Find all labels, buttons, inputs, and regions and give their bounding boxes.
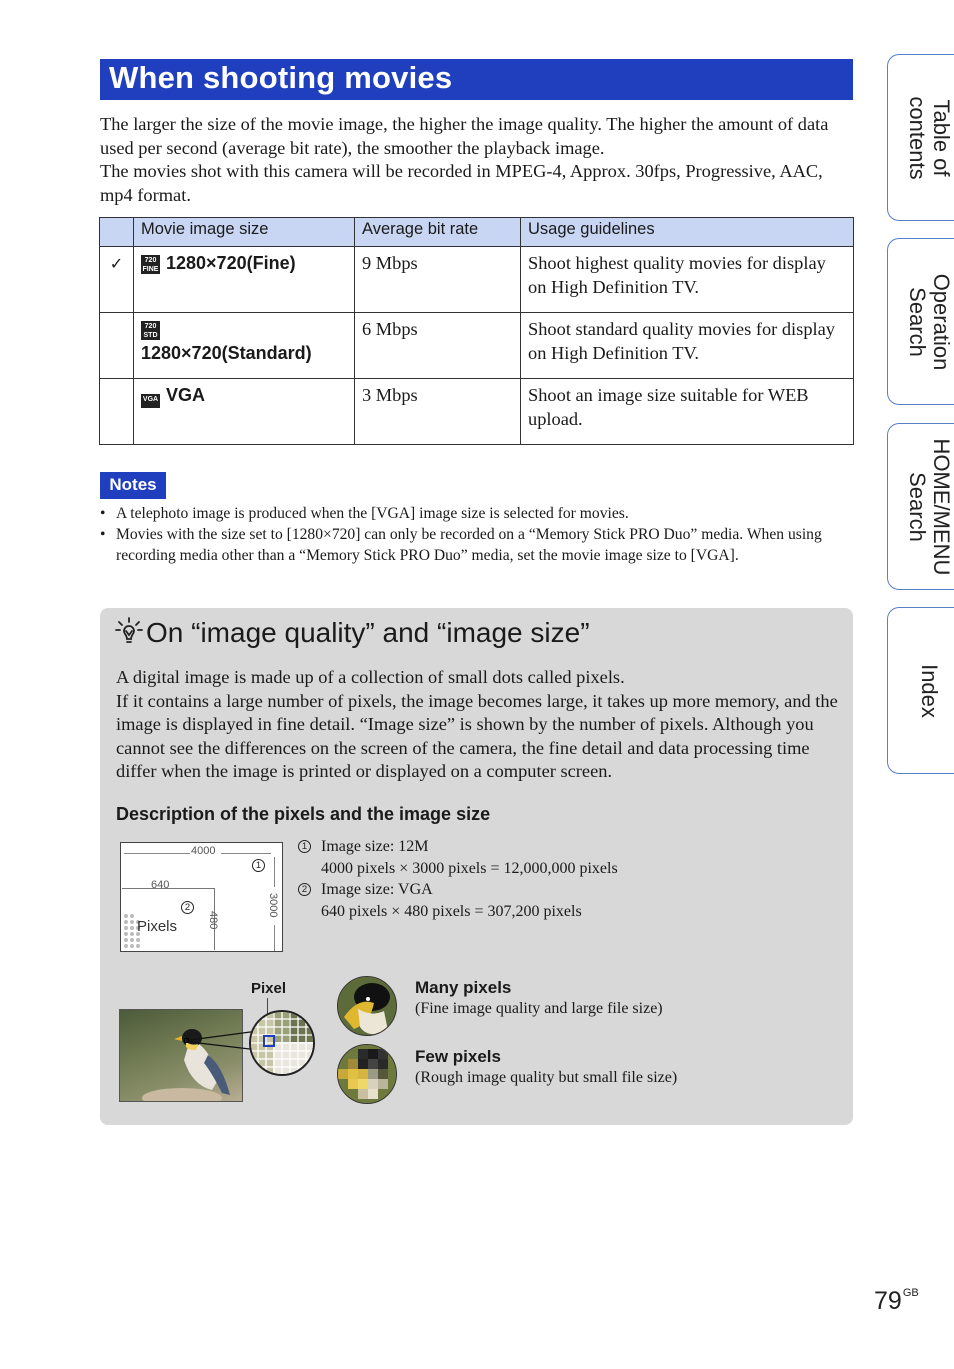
- dimension-line: [124, 853, 190, 854]
- size-item-title: Image size: 12M: [321, 838, 429, 855]
- intro-text: [100, 113, 860, 207]
- default-check-cell: [100, 247, 134, 313]
- table-row: [100, 247, 854, 313]
- tip-body: [116, 666, 846, 784]
- number-2-icon: 2: [298, 883, 311, 896]
- movie-size-table: [99, 217, 854, 445]
- usage-cell: Shoot an image size suitable for WEB upload.: [521, 379, 854, 445]
- default-check-cell: [100, 379, 134, 445]
- usage-cell: Shoot standard quality movies for display on High Definition TV.: [521, 313, 854, 379]
- height-large-label: 3000: [267, 893, 279, 918]
- section-header: [100, 59, 853, 100]
- width-small-label: 640: [151, 879, 170, 891]
- tip-paragraph-1: A digital image is made up of a collection of small dots called pixels.: [116, 667, 625, 687]
- tab-label: Index: [917, 663, 943, 718]
- size-item-detail: 640 pixels × 480 pixels = 307,200 pixels: [321, 902, 582, 920]
- tab-table-of-contents[interactable]: [887, 54, 954, 221]
- list-item: • A telephoto image is produced when the [VGA] image size is selected for movies.: [100, 503, 855, 524]
- tip-subheading: Description of the pixels and the image size: [116, 804, 491, 824]
- tab-home-menu-search[interactable]: [887, 423, 954, 590]
- few-pixels-title: Few pixels: [415, 1047, 501, 1066]
- pixel-marker: [184, 1038, 189, 1043]
- height-small-label: 480: [207, 911, 219, 930]
- table-row: [100, 313, 854, 379]
- tip-title: On “image quality” and “image size”: [146, 617, 590, 648]
- lightbulb-icon: [114, 616, 144, 646]
- table-header-rate: Average bit rate: [355, 218, 521, 247]
- table-header-usage: Usage guidelines: [521, 218, 854, 247]
- tip-paragraph-2: If it contains a large number of pixels, the image becomes large, it takes up more memory, and the image is displayed in fine detail. “Image size” is shown by the number of pixels. Although you cannot see the differences on the screen of the camera, the fine detail and data processing time differ when the image is printed or displayed on a computer screen.: [116, 690, 838, 781]
- tab-label: Table of contents: [905, 95, 954, 180]
- number-2-icon: 2: [181, 901, 194, 914]
- intro-paragraph-2: The movies shot with this camera will be recorded in MPEG-4, Approx. 30fps, Progressive, AAC, mp4 format.: [100, 161, 823, 205]
- few-pixels-image: [337, 1044, 397, 1104]
- dimension-line: [221, 853, 271, 854]
- 720-std-icon: 720 STD: [141, 321, 160, 340]
- size-label: 1280×720(Fine): [166, 253, 296, 273]
- few-pixels-subtitle: (Rough image quality but small file size): [415, 1069, 678, 1086]
- rate-cell: 6 Mbps: [355, 313, 521, 379]
- pixel-zoom-circle: [249, 1010, 315, 1076]
- width-large-label: 4000: [191, 845, 216, 857]
- list-item: • Movies with the size set to [1280×720] can only be recorded on a “Memory Stick PRO Duo” media. When using recording media other than a “Memory Stick PRO Duo” media, set the movie image size to [VGA].: [100, 524, 855, 566]
- size-cell: [134, 313, 355, 379]
- list-item: [297, 836, 618, 879]
- vga-icon: VGA: [141, 394, 160, 408]
- rate-cell: 3 Mbps: [355, 379, 521, 445]
- usage-cell: Shoot highest quality movies for display on High Definition TV.: [521, 247, 854, 313]
- many-pixels-title: Many pixels: [415, 978, 512, 997]
- pixel-grid: [251, 1012, 313, 1074]
- table-header-blank: [100, 218, 134, 247]
- pixel-label: Pixel: [251, 980, 287, 997]
- number-1-icon: 1: [298, 840, 311, 853]
- dimension-line: [274, 857, 275, 887]
- many-pixels-image: [337, 976, 397, 1036]
- number-1-icon: 1: [252, 859, 265, 872]
- dimension-line: [274, 925, 275, 951]
- size-label: 1280×720(Standard): [141, 342, 312, 363]
- tab-operation-search[interactable]: [887, 238, 954, 405]
- bird-illustration: [120, 1010, 243, 1102]
- size-cell: [134, 247, 355, 313]
- tip-box: [100, 608, 853, 1125]
- page-number: [874, 1287, 919, 1316]
- size-item-title: Image size: VGA: [321, 881, 433, 898]
- checkmark-icon: ✓: [109, 254, 124, 273]
- table-header-row: [100, 218, 854, 247]
- rate-cell: 9 Mbps: [355, 247, 521, 313]
- intro-paragraph-1: The larger the size of the movie image, the higher the image quality. The higher the amount of data used per second (average bit rate), the smoother the playback image.: [100, 114, 829, 158]
- section-title: When shooting movies: [109, 60, 453, 95]
- list-item: [297, 879, 618, 922]
- many-pixels-subtitle: (Fine image quality and large file size): [415, 1000, 663, 1017]
- tab-label: HOME/MENU Search: [905, 438, 954, 575]
- table-header-size: Movie image size: [134, 218, 355, 247]
- tab-index[interactable]: [887, 607, 954, 774]
- notes-list: [100, 503, 855, 566]
- tab-label: Operation Search: [905, 273, 954, 370]
- 720-fine-icon: 720 FINE: [142, 257, 159, 273]
- bird-photo: [119, 1009, 243, 1102]
- table-row: [100, 379, 854, 445]
- default-check-cell: [100, 313, 134, 379]
- size-label: VGA: [166, 385, 206, 405]
- tip-heading: [114, 616, 590, 649]
- bird-head-illustration: [338, 977, 397, 1036]
- page-number-suffix: GB: [902, 1287, 919, 1299]
- size-cell: [134, 379, 355, 445]
- pixels-label: Pixels: [137, 918, 178, 935]
- pixelated-bird-illustration: [338, 1045, 397, 1104]
- image-size-diagram: [120, 842, 283, 952]
- image-size-list: [297, 836, 618, 922]
- page-number-value: 79: [874, 1287, 902, 1315]
- notes-label: Notes: [100, 472, 166, 499]
- size-item-detail: 4000 pixels × 3000 pixels = 12,000,000 pixels: [321, 859, 618, 877]
